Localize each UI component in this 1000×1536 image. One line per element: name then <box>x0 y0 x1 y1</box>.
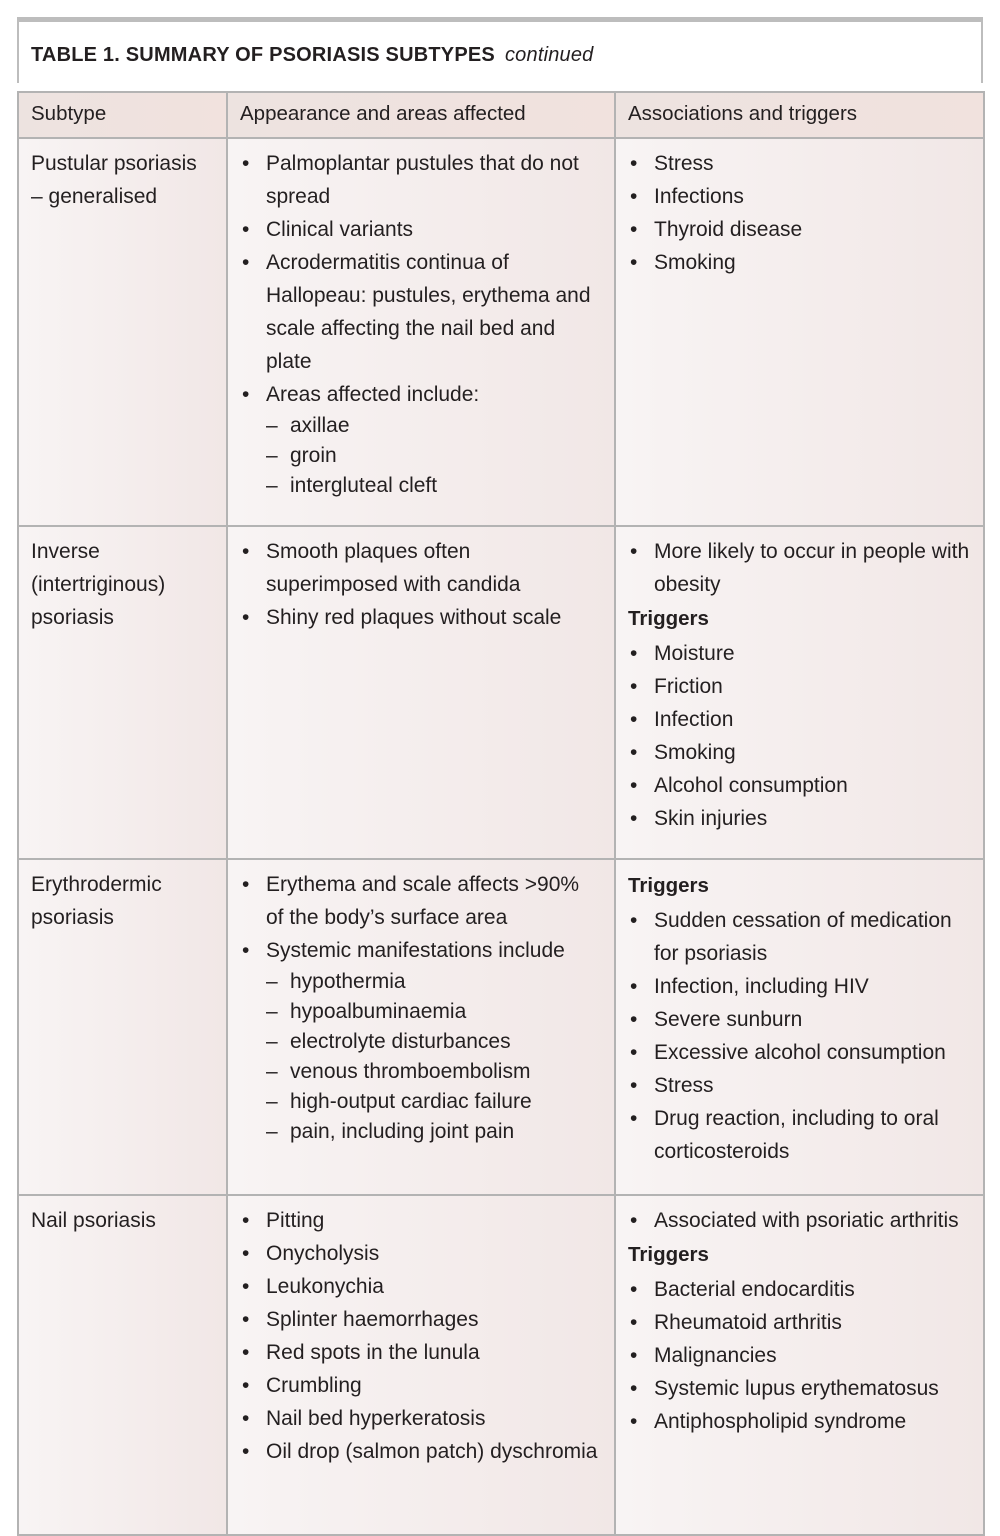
list-item: • Crumbling <box>240 1369 602 1402</box>
triggers-label: Triggers <box>628 874 709 897</box>
associations-cell <box>615 1195 984 1535</box>
list-item: • Acrodermatitis continua of Hallopeau: pustules, erythema and scale affecting the nail bed and plate <box>240 246 602 378</box>
sub-list-item: – pain, including joint pain <box>240 1117 602 1147</box>
list-item: • Areas affected include: <box>240 378 602 411</box>
header-appearance: Appearance and areas affected <box>227 92 615 138</box>
sub-list-item: – high-output cardiac failure <box>240 1087 602 1117</box>
table-row <box>18 138 984 526</box>
list-item: • Systemic manifestations include <box>240 934 602 967</box>
list-item: • Systemic lupus erythematosus <box>628 1372 971 1405</box>
psoriasis-subtypes-table <box>17 91 985 1536</box>
list-item: • Friction <box>628 670 971 703</box>
table-title <box>31 44 594 67</box>
list-item: • Smooth plaques often superimposed with candida <box>240 535 602 601</box>
list-item: • Severe sunburn <box>628 1003 971 1036</box>
list-item: • Excessive alcohol consumption <box>628 1036 971 1069</box>
associations-cell <box>615 526 984 859</box>
list-item: • Infection, including HIV <box>628 970 971 1003</box>
list-item: • Antiphospholipid syndrome <box>628 1405 971 1438</box>
header-subtype: Subtype <box>18 92 227 138</box>
list-item: • Clinical variants <box>240 213 602 246</box>
table-row <box>18 1195 984 1535</box>
list-item: • Infections <box>628 180 971 213</box>
list-item: • Nail bed hyperkeratosis <box>240 1402 602 1435</box>
list-item: • Smoking <box>628 246 971 279</box>
table-title-continued: continued <box>504 44 594 66</box>
sub-list-item: – axillae <box>240 411 602 441</box>
subtype-cell: Inverse (intertriginous) psoriasis <box>18 526 227 859</box>
list-item: • Shiny red plaques without scale <box>240 601 602 634</box>
list-item: • Bacterial endocarditis <box>628 1273 971 1306</box>
list-item: • Rheumatoid arthritis <box>628 1306 971 1339</box>
list-item: • Pitting <box>240 1204 602 1237</box>
list-item: • Skin injuries <box>628 802 971 835</box>
appearance-cell <box>227 526 615 859</box>
list-item: • Moisture <box>628 637 971 670</box>
list-item: • Erythema and scale affects >90% of the body’s surface area <box>240 868 602 934</box>
list-item: • Oil drop (salmon patch) dyschromia <box>240 1435 602 1468</box>
list-item: • Stress <box>628 1069 971 1102</box>
subtype-cell: Nail psoriasis <box>18 1195 227 1535</box>
list-item: • Alcohol consumption <box>628 769 971 802</box>
list-item: • Stress <box>628 147 971 180</box>
associations-cell <box>615 138 984 526</box>
list-item: • Palmoplantar pustules that do not spread <box>240 147 602 213</box>
list-item: • Red spots in the lunula <box>240 1336 602 1369</box>
appearance-cell <box>227 1195 615 1535</box>
list-item: • Infection <box>628 703 971 736</box>
list-item: • Sudden cessation of medication for psoriasis <box>628 904 971 970</box>
sub-list-item: – venous thromboembolism <box>240 1057 602 1087</box>
list-item: • Drug reaction, including to oral corticosteroids <box>628 1102 971 1168</box>
list-item: • Smoking <box>628 736 971 769</box>
sub-list-item: – groin <box>240 441 602 471</box>
sub-list-item: – intergluteal cleft <box>240 471 602 501</box>
sub-list-item: – hypoalbuminaemia <box>240 997 602 1027</box>
list-item: • Malignancies <box>628 1339 971 1372</box>
table-row <box>18 859 984 1195</box>
subtype-cell: Erythrodermic psoriasis <box>18 859 227 1195</box>
table-row <box>18 526 984 859</box>
sub-list-item: – electrolyte disturbances <box>240 1027 602 1057</box>
associations-cell <box>615 859 984 1195</box>
appearance-cell <box>227 859 615 1195</box>
header-associations: Associations and triggers <box>615 92 984 138</box>
list-item: • Onycholysis <box>240 1237 602 1270</box>
list-item: • More likely to occur in people with obesity <box>628 535 971 601</box>
triggers-label: Triggers <box>628 1243 709 1266</box>
list-item: • Thyroid disease <box>628 213 971 246</box>
list-item: • Splinter haemorrhages <box>240 1303 602 1336</box>
table-title-main: TABLE 1. SUMMARY OF PSORIASIS SUBTYPES <box>31 44 495 66</box>
appearance-cell <box>227 138 615 526</box>
sub-list-item: – hypothermia <box>240 967 602 997</box>
list-item: • Leukonychia <box>240 1270 602 1303</box>
table-title-box <box>17 17 983 83</box>
table-header-row <box>18 92 984 138</box>
subtype-cell: Pustular psoriasis – generalised <box>18 138 227 526</box>
list-item: • Associated with psoriatic arthritis <box>628 1204 971 1237</box>
triggers-label: Triggers <box>628 607 709 630</box>
